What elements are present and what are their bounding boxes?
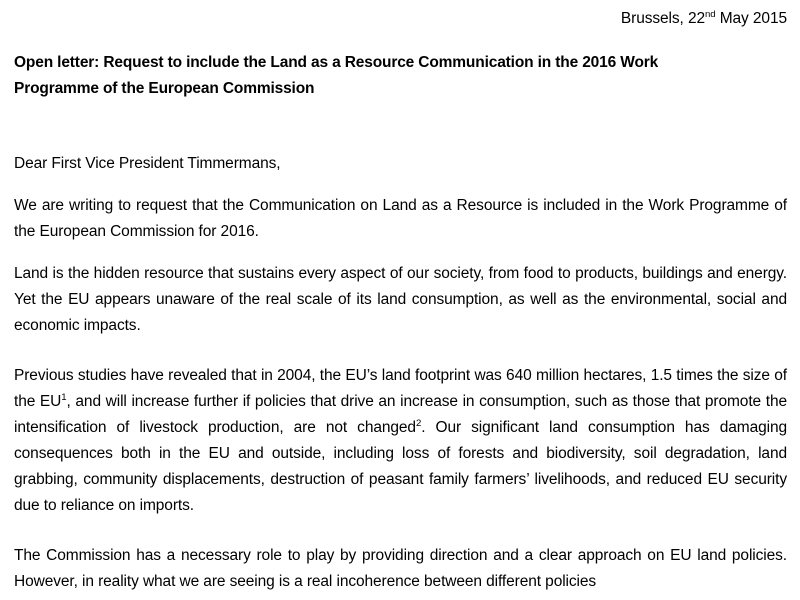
paragraph-3 [14, 363, 787, 519]
salutation: Dear First Vice President Timmermans, [14, 155, 281, 172]
paragraph-4: The Commission has a necessary role to play by providing direction and a clear approach on EU land policies. However, in reality what we are seeing is a real incoherence between different policies [14, 547, 787, 590]
date-month-year: May 2015 [719, 10, 787, 27]
date-line [14, 0, 787, 32]
date-city: Brussels, [620, 10, 684, 27]
paragraph-3-segment-2: , and will increase further if policies that drive an increase in consumption, such as those that promote the intensification of livestock production, are not changed [14, 393, 787, 436]
paragraph-1: We are writing to request that the Communication on Land as a Resource is included in the Work Programme of the European Commission for 2016. [14, 197, 787, 240]
footnote-marker-2: 2 [415, 417, 422, 429]
date-day-suffix: nd [705, 8, 716, 20]
page-title: Open letter: Request to include the Land as a Resource Communication in the 2016 Work Programme of the European Commission [14, 54, 659, 97]
paragraph-3-segment-1: Previous studies have revealed that in 2004, the EU’s land footprint was 640 million hectares, 1.5 times the size of the EU [14, 367, 787, 410]
date-day-number: 22 [687, 10, 706, 27]
paragraph-3-segment-3: . Our significant land consumption has damaging consequences both in the EU and outside, including loss of forests and biodiversity, soil degradation, land grabbing, community displacements, destruction of peasant family farmers’ livelihoods, and reduced EU security due to reliance on imports. [14, 419, 787, 514]
footnote-marker-1: 1 [61, 391, 67, 403]
paragraph-2: Land is the hidden resource that sustains every aspect of our society, from food to products, buildings and energy. Yet the EU appears unaware of the real scale of its land consumption, as well as the environmental, social and economic impacts. [14, 265, 787, 334]
